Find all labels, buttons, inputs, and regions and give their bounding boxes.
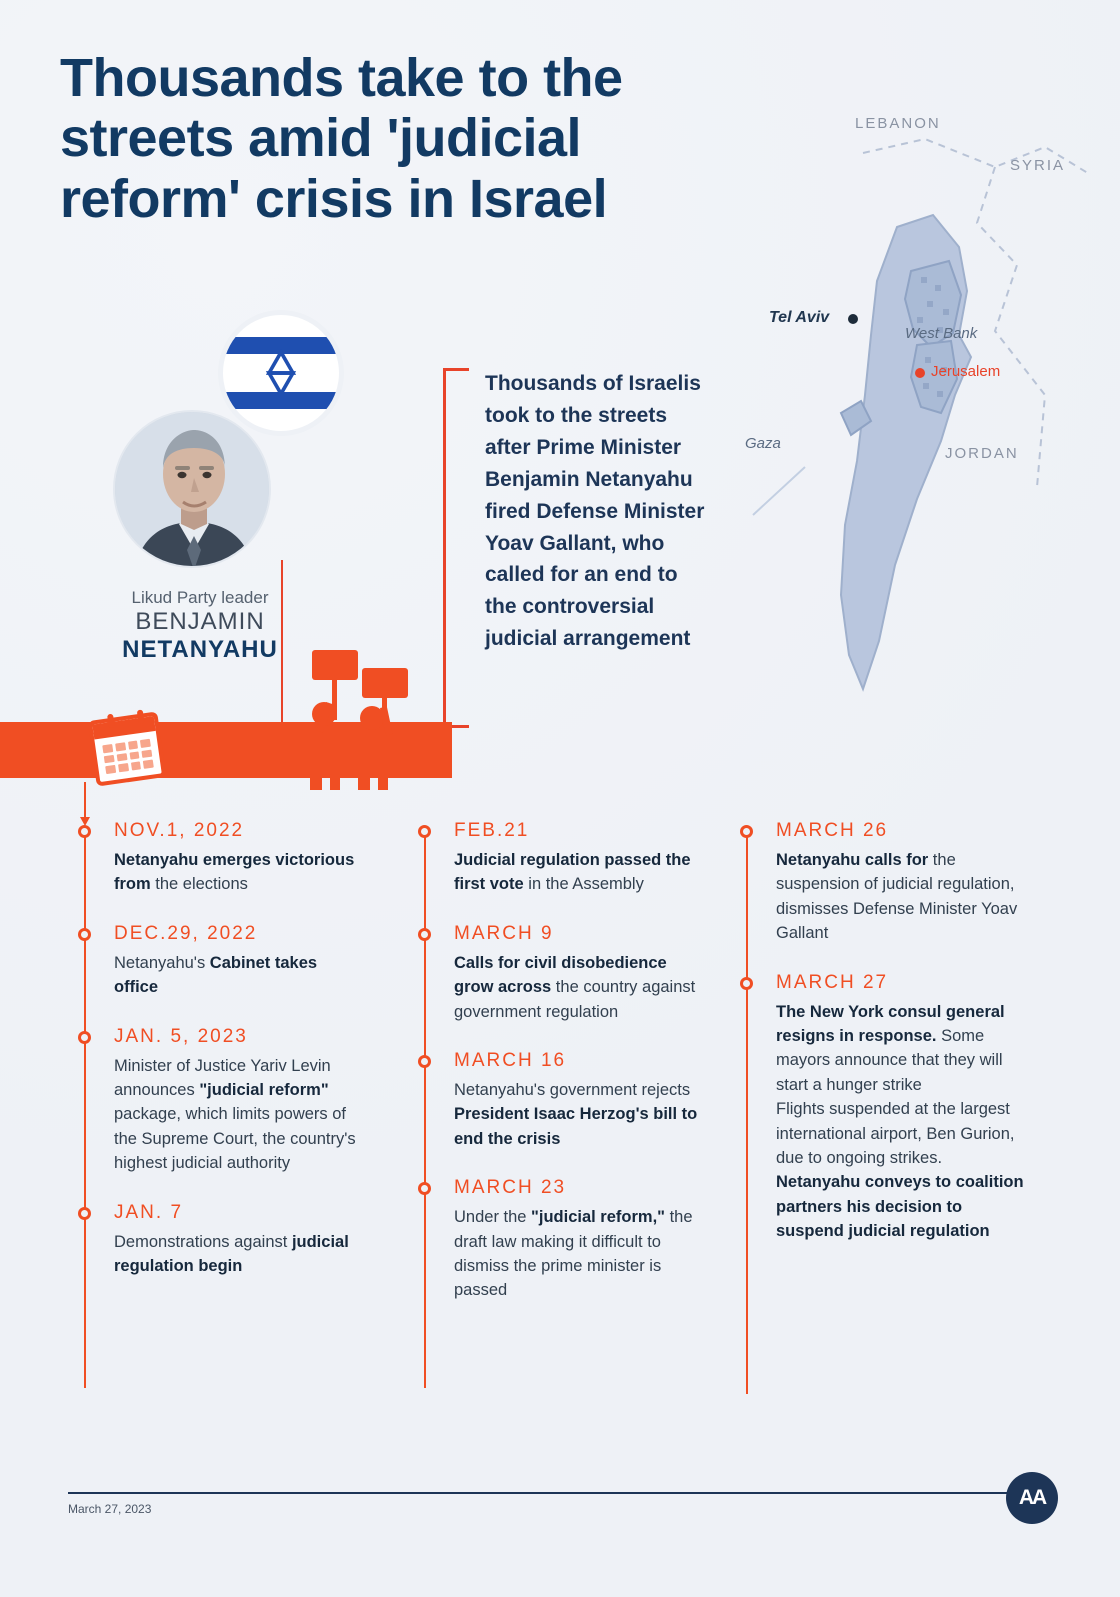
calendar-icon bbox=[88, 711, 167, 786]
map-label-gaza: Gaza bbox=[745, 435, 781, 452]
timeline-column-1 bbox=[78, 820, 363, 1304]
timeline-marker-icon bbox=[78, 1207, 91, 1220]
event-date: MARCH 23 bbox=[454, 1177, 567, 1199]
portrait-role: Likud Party leader bbox=[131, 588, 269, 607]
timeline-column-3 bbox=[740, 820, 1025, 1270]
event-date: MARCH 9 bbox=[454, 922, 554, 944]
map-graphic bbox=[745, 95, 1105, 775]
event-date: FEB.21 bbox=[454, 820, 530, 841]
timeline-event bbox=[418, 820, 703, 897]
event-description: Under the "judicial reform," the draft law making it difficult to dismiss the prime minister is passed bbox=[454, 1208, 693, 1300]
map-label-west-bank: West Bank bbox=[905, 325, 978, 342]
timeline-column-2 bbox=[418, 820, 703, 1329]
timeline-marker-icon bbox=[740, 977, 753, 990]
protesters-illustration bbox=[300, 640, 430, 790]
event-description: Judicial regulation passed the first vote in the Assembly bbox=[454, 851, 691, 894]
timeline-event bbox=[418, 1050, 703, 1151]
timeline-marker-icon bbox=[78, 928, 91, 941]
event-description: The New York consul general resigns in response. Some mayors announce that they will start a hunger strike Flights suspended at the largest international airport, Ben Gurion, due to ongoing strikes. Netanyahu conveys to coalition partners his decision to suspend judicial regulation bbox=[776, 1002, 1024, 1241]
timeline-event bbox=[418, 1177, 703, 1303]
timeline-marker-icon bbox=[78, 825, 91, 838]
timeline-event bbox=[740, 820, 1025, 946]
agency-logo: AA bbox=[1006, 1472, 1058, 1524]
israel-flag-icon bbox=[218, 310, 344, 436]
caption-connector-line bbox=[281, 560, 283, 730]
timeline-marker-icon bbox=[418, 928, 431, 941]
timeline-event bbox=[78, 820, 363, 897]
tel-aviv-marker-icon bbox=[848, 314, 858, 324]
timeline-marker-icon bbox=[78, 1031, 91, 1044]
timeline-event bbox=[78, 1202, 363, 1279]
title-line-2: streets amid 'judicial bbox=[60, 108, 582, 169]
map-label-jordan: JORDAN bbox=[945, 445, 1019, 462]
event-description: Demonstrations against judicial regulation begin bbox=[114, 1232, 349, 1276]
page-title bbox=[60, 48, 780, 229]
title-line-1: Thousands take to the bbox=[60, 48, 623, 108]
event-date: MARCH 16 bbox=[454, 1050, 567, 1072]
region-map bbox=[745, 95, 1105, 775]
event-date: DEC.29, 2022 bbox=[114, 922, 258, 944]
event-date: MARCH 27 bbox=[776, 971, 889, 993]
timeline-marker-icon bbox=[418, 1055, 431, 1068]
timeline-event bbox=[78, 1026, 363, 1176]
event-date: NOV.1, 2022 bbox=[114, 820, 245, 841]
timeline-marker-icon bbox=[740, 825, 753, 838]
event-description: Calls for civil disobedience grow across the country against government regulation bbox=[454, 953, 696, 1021]
event-description: Netanyahu emerges victorious from the elections bbox=[114, 851, 355, 894]
timeline-event bbox=[78, 923, 363, 1000]
star-of-david-icon bbox=[255, 347, 307, 399]
portrait-illustration bbox=[115, 412, 271, 568]
netanyahu-portrait bbox=[113, 410, 271, 568]
city-label-tel-aviv: Tel Aviv bbox=[769, 309, 830, 326]
city-label-jerusalem: Jerusalem bbox=[931, 363, 1001, 380]
timeline-marker-icon bbox=[418, 825, 431, 838]
footer-divider bbox=[68, 1492, 1028, 1494]
event-description: Netanyahu's government rejects President Isaac Herzog's bill to end the crisis bbox=[454, 1081, 698, 1148]
event-description: Minister of Justice Yariv Levin announces "judicial reform" package, which limits powers of the Supreme Court, the country's highest judicial authority bbox=[114, 1056, 356, 1173]
protesters-icon bbox=[300, 640, 430, 790]
timeline-event bbox=[740, 972, 1025, 1244]
footer-date: March 27, 2023 bbox=[68, 1502, 152, 1516]
portrait-caption bbox=[60, 588, 340, 664]
jerusalem-marker-icon bbox=[915, 368, 925, 378]
timeline-event bbox=[418, 923, 703, 1024]
event-description: Netanyahu's Cabinet takes office bbox=[114, 953, 318, 997]
map-label-syria: SYRIA bbox=[1010, 157, 1066, 174]
title-line-3: reform' crisis in Israel bbox=[60, 168, 608, 229]
event-description: Netanyahu calls for the suspension of judicial regulation, dismisses Defense Minister Yoav Gallant bbox=[776, 851, 1018, 943]
event-date: JAN. 7 bbox=[114, 1201, 184, 1223]
portrait-last-name: NETANYAHU bbox=[122, 636, 278, 663]
event-date: JAN. 5, 2023 bbox=[114, 1025, 248, 1047]
event-date: MARCH 26 bbox=[776, 820, 889, 841]
portrait-first-name: BENJAMIN bbox=[135, 608, 265, 635]
lede-paragraph: Thousands of Israelis took to the streets after Prime Minister Benjamin Netanyahu fired Defense Minister Yoav Gallant, who called for an end to the controversial judicial arrangement bbox=[485, 372, 705, 651]
timeline-marker-icon bbox=[418, 1182, 431, 1195]
map-label-lebanon: LEBANON bbox=[855, 115, 941, 132]
timeline-start-arrow-icon bbox=[84, 782, 86, 818]
